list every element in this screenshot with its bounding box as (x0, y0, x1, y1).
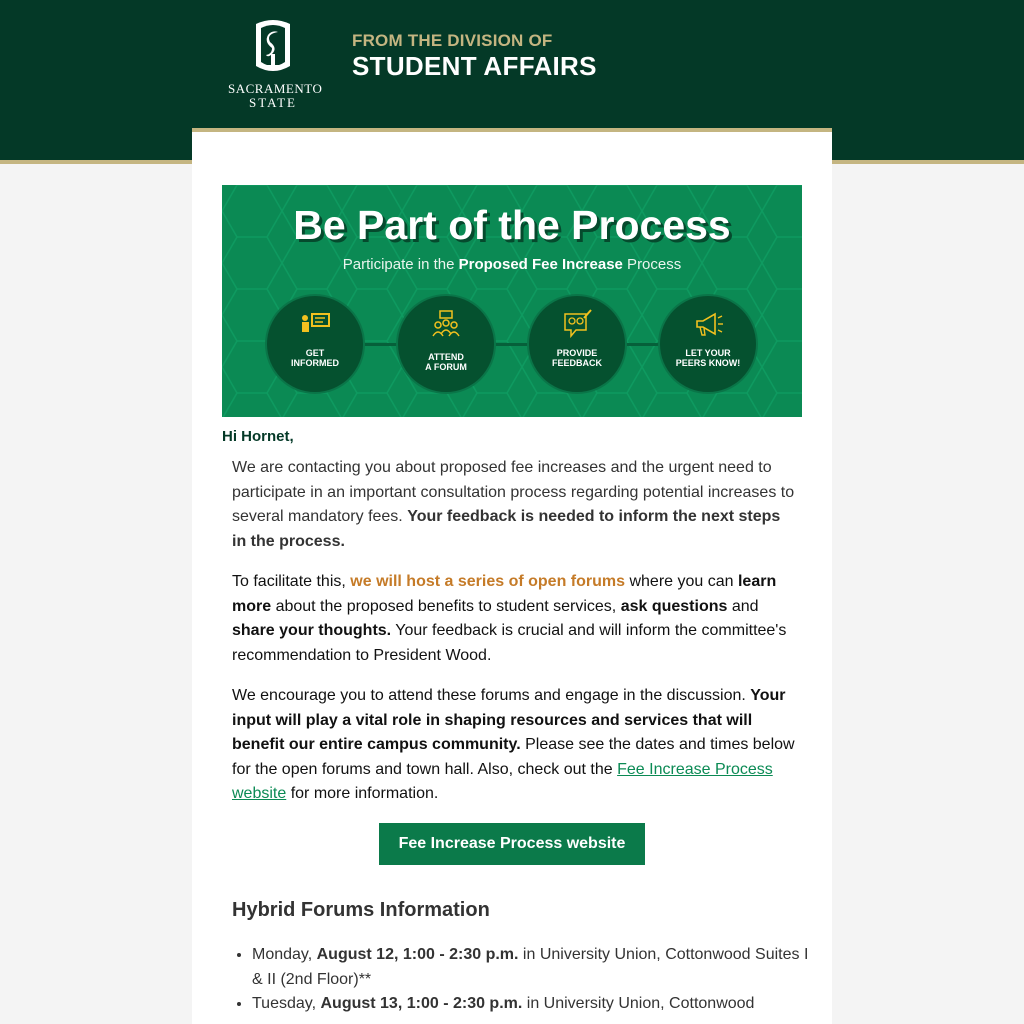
logo-word-sacramento: SACRAMENTO (228, 81, 323, 96)
step-get-informed (267, 296, 363, 392)
email-header (192, 0, 832, 128)
step-label: GET INFORMED (291, 348, 339, 368)
header-kicker: FROM THE DIVISION OF (352, 31, 553, 50)
forums-section-title: Hybrid Forums Information (232, 899, 490, 921)
step-label: LET YOUR PEERS KNOW! (675, 348, 741, 368)
email-content (232, 456, 797, 823)
list-item: • Tuesday, August 13, 1:00 - 2:30 p.m. in University Union, Cottonwood (252, 992, 812, 1017)
megaphone-icon (691, 308, 725, 342)
greeting: Hi Hornet, (222, 428, 294, 445)
list-item: • Monday, August 12, 1:00 - 2:30 p.m. in University Union, Cottonwood Suites I & II (2nd Floor)** (252, 943, 812, 992)
step-provide-feedback (529, 296, 625, 392)
paragraph-forums: To facilitate this, we will host a series of open forums where you can learn more about the proposed benefits to student services, ask questions and share your thoughts. Your feedback is crucial and will inform the committee's recommendation to President Wood. (232, 573, 787, 664)
step-let-peers-know (660, 296, 756, 392)
fee-process-inline-link[interactable]: Fee Increase Process website (232, 760, 773, 802)
forum-group-icon (429, 308, 463, 342)
steps-connector (312, 343, 712, 346)
paragraph-encourage: We encourage you to attend these forums and engage in the discussion. Your input will play a vital role in shaping resources and services that will benefit our entire campus community. Please see the dates and times below for the open forums and town hall. Also, check out the Fee Increase Process website for more information. (232, 687, 795, 802)
torch-shield-icon (228, 18, 318, 88)
hero-subtitle: Participate in the Proposed Fee Increase Process (342, 256, 682, 273)
presentation-icon (298, 308, 332, 342)
feedback-icon (560, 308, 594, 342)
step-label: ATTEND A FORUM (425, 352, 467, 372)
hero-title: Be Part of the Process (293, 202, 731, 248)
hero-banner[interactable] (222, 185, 802, 417)
forums-list (232, 943, 812, 1017)
fee-process-website-button[interactable]: Fee Increase Process website (379, 823, 645, 865)
header-title: STUDENT AFFAIRS (352, 51, 597, 81)
step-attend-forum (398, 296, 494, 392)
sacramento-state-logo (228, 18, 323, 110)
paragraph-intro: We are contacting you about proposed fee increases and the urgent need to participate in an important consultation process regarding potential increases to several mandatory fees. Your feedback is needed to inform the next steps in the process. (232, 459, 795, 550)
logo-word-state: STATE (249, 95, 297, 110)
step-label: PROVIDE FEEDBACK (551, 348, 602, 368)
